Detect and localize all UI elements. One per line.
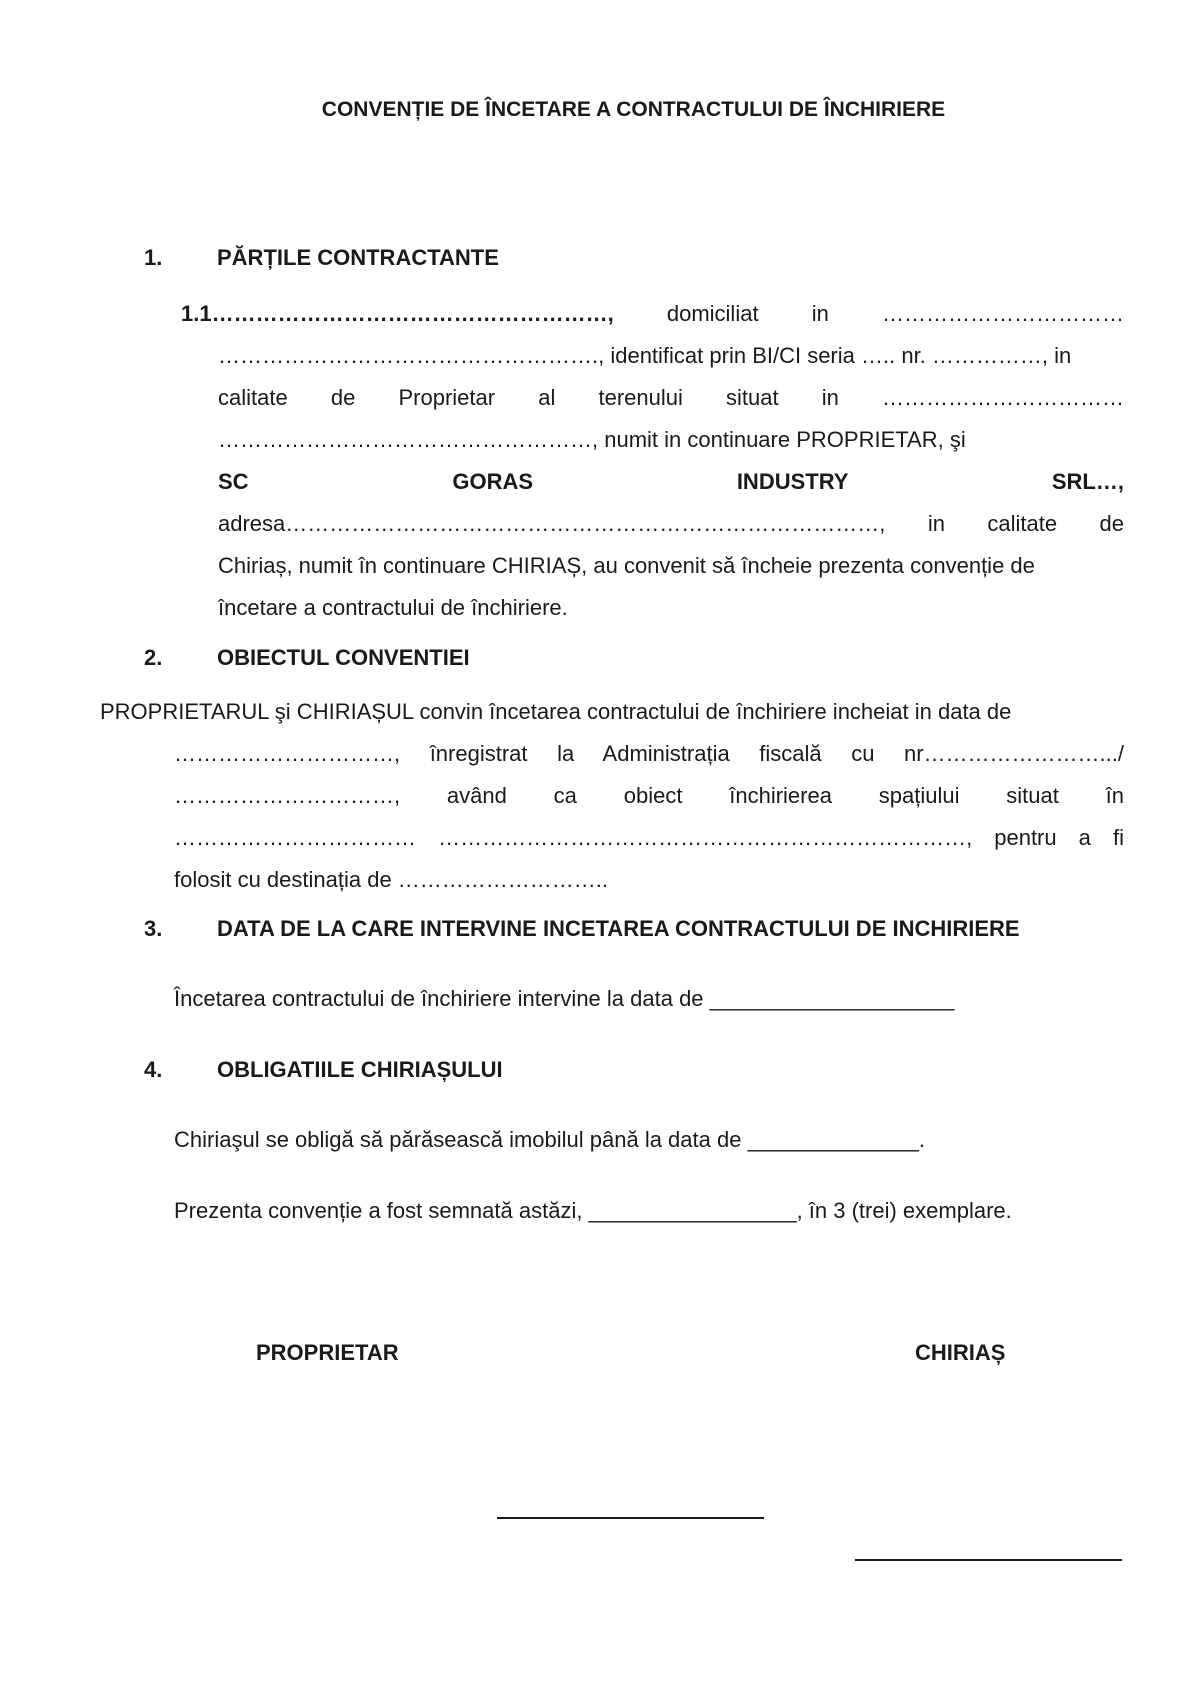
- land-address-blank: ……………………………: [882, 385, 1125, 410]
- registration-blank: nr…………………….../: [904, 741, 1125, 766]
- section-1-line-4: ……………………………………………, numit in continuare PROPRIETAR, şi: [218, 427, 966, 452]
- section-2-line-5: folosit cu destinația de ………………………..: [174, 867, 609, 892]
- section-3-text: Încetarea contractului de închiriere intervine la data de ____________________: [174, 986, 955, 1011]
- date-blank: …………………………,: [174, 741, 401, 766]
- word: Proprietar: [398, 385, 496, 410]
- section-2-line-1: PROPRIETARUL şi CHIRIAȘUL convin încetarea contractului de închiriere incheiat in data de: [100, 699, 1012, 724]
- section-3-heading: DATA DE LA CARE INTERVINE INCETAREA CONTRACTULUI DE INCHIRIERE: [217, 916, 1020, 941]
- word: terenului: [598, 385, 683, 410]
- word: fiscală: [759, 741, 822, 766]
- word: al: [538, 385, 556, 410]
- signature-label-tenant: CHIRIAȘ: [915, 1340, 1006, 1365]
- space-address-blank: ……………………………: [174, 825, 416, 850]
- word: ca: [553, 783, 577, 808]
- word: de: [330, 385, 356, 410]
- section-1-heading: PĂRȚILE CONTRACTANTE: [217, 245, 499, 270]
- word: calitate: [218, 385, 288, 410]
- word: având: [446, 783, 507, 808]
- party-name-blank: ………………………………………………,: [211, 301, 614, 326]
- section-1-line-1: [181, 301, 1124, 327]
- word: spațiului: [878, 783, 960, 808]
- section-4-number: 4.: [144, 1057, 163, 1082]
- word: la: [557, 741, 575, 766]
- section-2-line-3: [174, 783, 1124, 809]
- word: adresa………………………………………………………………………,: [218, 511, 886, 536]
- address-blank: ……………………………: [881, 301, 1124, 326]
- word: GORAS: [452, 469, 534, 494]
- registration-blank: …………………………,: [174, 783, 401, 808]
- word: situat: [1006, 783, 1059, 808]
- section-1-line-2: ……………………………………………., identificat prin BI/CI seria ….. nr. ……………, in: [218, 343, 1072, 368]
- section-1-number: 1.: [144, 245, 163, 270]
- word: domiciliat: [666, 301, 759, 326]
- section-4-text-2: Prezenta convenție a fost semnată astăzi, _________________, în 3 (trei) exemplare.: [174, 1198, 1012, 1223]
- word: INDUSTRY: [736, 469, 849, 494]
- word: înregistrat: [429, 741, 528, 766]
- section-1-line-8: încetare a contractului de închiriere.: [218, 595, 568, 620]
- word: închirierea: [729, 783, 832, 808]
- space-address-blank: ………………………………………………………………, pentru a fi: [438, 825, 1124, 850]
- word: SRL…,: [1051, 469, 1124, 494]
- clause-number: 1.1: [181, 301, 212, 326]
- signature-line-owner: [497, 1517, 764, 1519]
- section-2-line-4: [174, 825, 1124, 851]
- signature-line-tenant: [855, 1559, 1122, 1561]
- section-1-line-6: [218, 511, 1124, 537]
- word: Administrația: [602, 741, 730, 766]
- section-4-heading: OBLIGATIILE CHIRIAȘULUI: [217, 1057, 503, 1082]
- word: în: [1105, 783, 1125, 808]
- section-4-text-1: Chiriaşul se obligă să părăsească imobilul până la data de ______________.: [174, 1127, 925, 1152]
- word: de: [1099, 511, 1124, 536]
- section-1-line-7: Chiriaș, numit în continuare CHIRIAȘ, au convenit să încheie prezenta convenție de: [218, 553, 1035, 578]
- word: situat: [726, 385, 779, 410]
- signature-label-owner: PROPRIETAR: [256, 1340, 399, 1365]
- word: cu: [851, 741, 875, 766]
- word: in: [821, 385, 839, 410]
- section-2-heading: OBIECTUL CONVENTIEI: [217, 645, 470, 670]
- section-2-line-2: [174, 741, 1124, 767]
- section-3-number: 3.: [144, 916, 163, 941]
- word: in: [811, 301, 829, 326]
- section-1-line-3: [218, 385, 1124, 411]
- section-1-line-5: [218, 469, 1124, 495]
- section-2-number: 2.: [144, 645, 163, 670]
- document-title: CONVENȚIE DE ÎNCETARE A CONTRACTULUI DE ÎNCHIRIERE: [321, 98, 946, 121]
- word: obiect: [623, 783, 683, 808]
- word: calitate: [987, 511, 1058, 536]
- word: in: [927, 511, 945, 536]
- word: SC: [218, 469, 249, 494]
